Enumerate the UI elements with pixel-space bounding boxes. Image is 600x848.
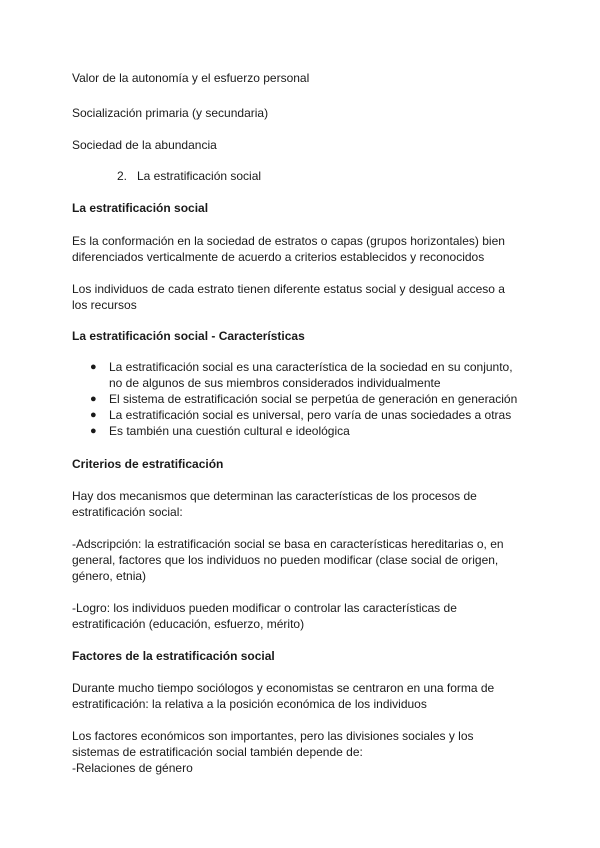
paragraph-line: -Adscripción: la estratificación social se basa en características hereditarias o, en [72,537,504,551]
list-item-continuation: no de algunos de sus miembros considerados individualmente [109,376,441,390]
paragraph-line: Los factores económicos son importantes, pero las divisiones sociales y los [72,729,474,743]
paragraph-line: Es la conformación en la sociedad de estratos o capas (grupos horizontales) bien [72,234,505,248]
bullet-icon: ● [90,393,97,405]
paragraph-line: Durante mucho tiempo sociólogos y economistas se centraron en una forma de [72,681,495,695]
section-heading: Factores de la estratificación social [72,649,275,663]
paragraph-line: Hay dos mecanismos que determinan las características de los procesos de [72,489,477,503]
section-heading: La estratificación social - Características [72,329,305,343]
paragraph-line: los recursos [72,298,137,312]
section-heading: La estratificación social [72,201,209,215]
list-item: El sistema de estratificación social se perpetúa de generación en generación [109,392,518,406]
text-line: Socialización primaria (y secundaria) [72,106,269,120]
list-item: Es también una cuestión cultural e ideológica [109,424,350,438]
text-line: Sociedad de la abundancia [72,138,217,152]
paragraph-line: Los individuos de cada estrato tienen diferente estatus social y desigual acceso a [72,282,505,296]
paragraph-line: género, etnia) [72,569,147,583]
bullet-icon: ● [90,361,97,373]
bullet-icon: ● [90,425,97,437]
paragraph-line: estratificación (educación, esfuerzo, mérito) [72,617,305,631]
list-item: La estratificación social es una característica de la sociedad en su conjunto, [109,360,513,374]
paragraph-line: diferenciados verticalmente de acuerdo a criterios establecidos y reconocidos [72,250,485,264]
numbered-item-text: La estratificación social [137,169,262,183]
paragraph-line: general, factores que los individuos no pueden modificar (clase social de origen, [72,553,499,567]
text-line: Valor de la autonomía y el esfuerzo personal [72,71,310,85]
list-number: 2. [117,169,128,183]
section-heading: Criterios de estratificación [72,457,224,471]
paragraph-line: sistemas de estratificación social también depende de: [72,745,363,759]
paragraph-line: estratificación: la relativa a la posición económica de los individuos [72,697,427,711]
bullet-icon: ● [90,409,97,421]
paragraph-line: -Logro: los individuos pueden modificar o controlar las características de [72,601,457,615]
list-item: La estratificación social es universal, pero varía de unas sociedades a otras [109,408,512,422]
paragraph-line: -Relaciones de género [72,761,193,775]
paragraph-line: estratificación social: [72,505,183,519]
